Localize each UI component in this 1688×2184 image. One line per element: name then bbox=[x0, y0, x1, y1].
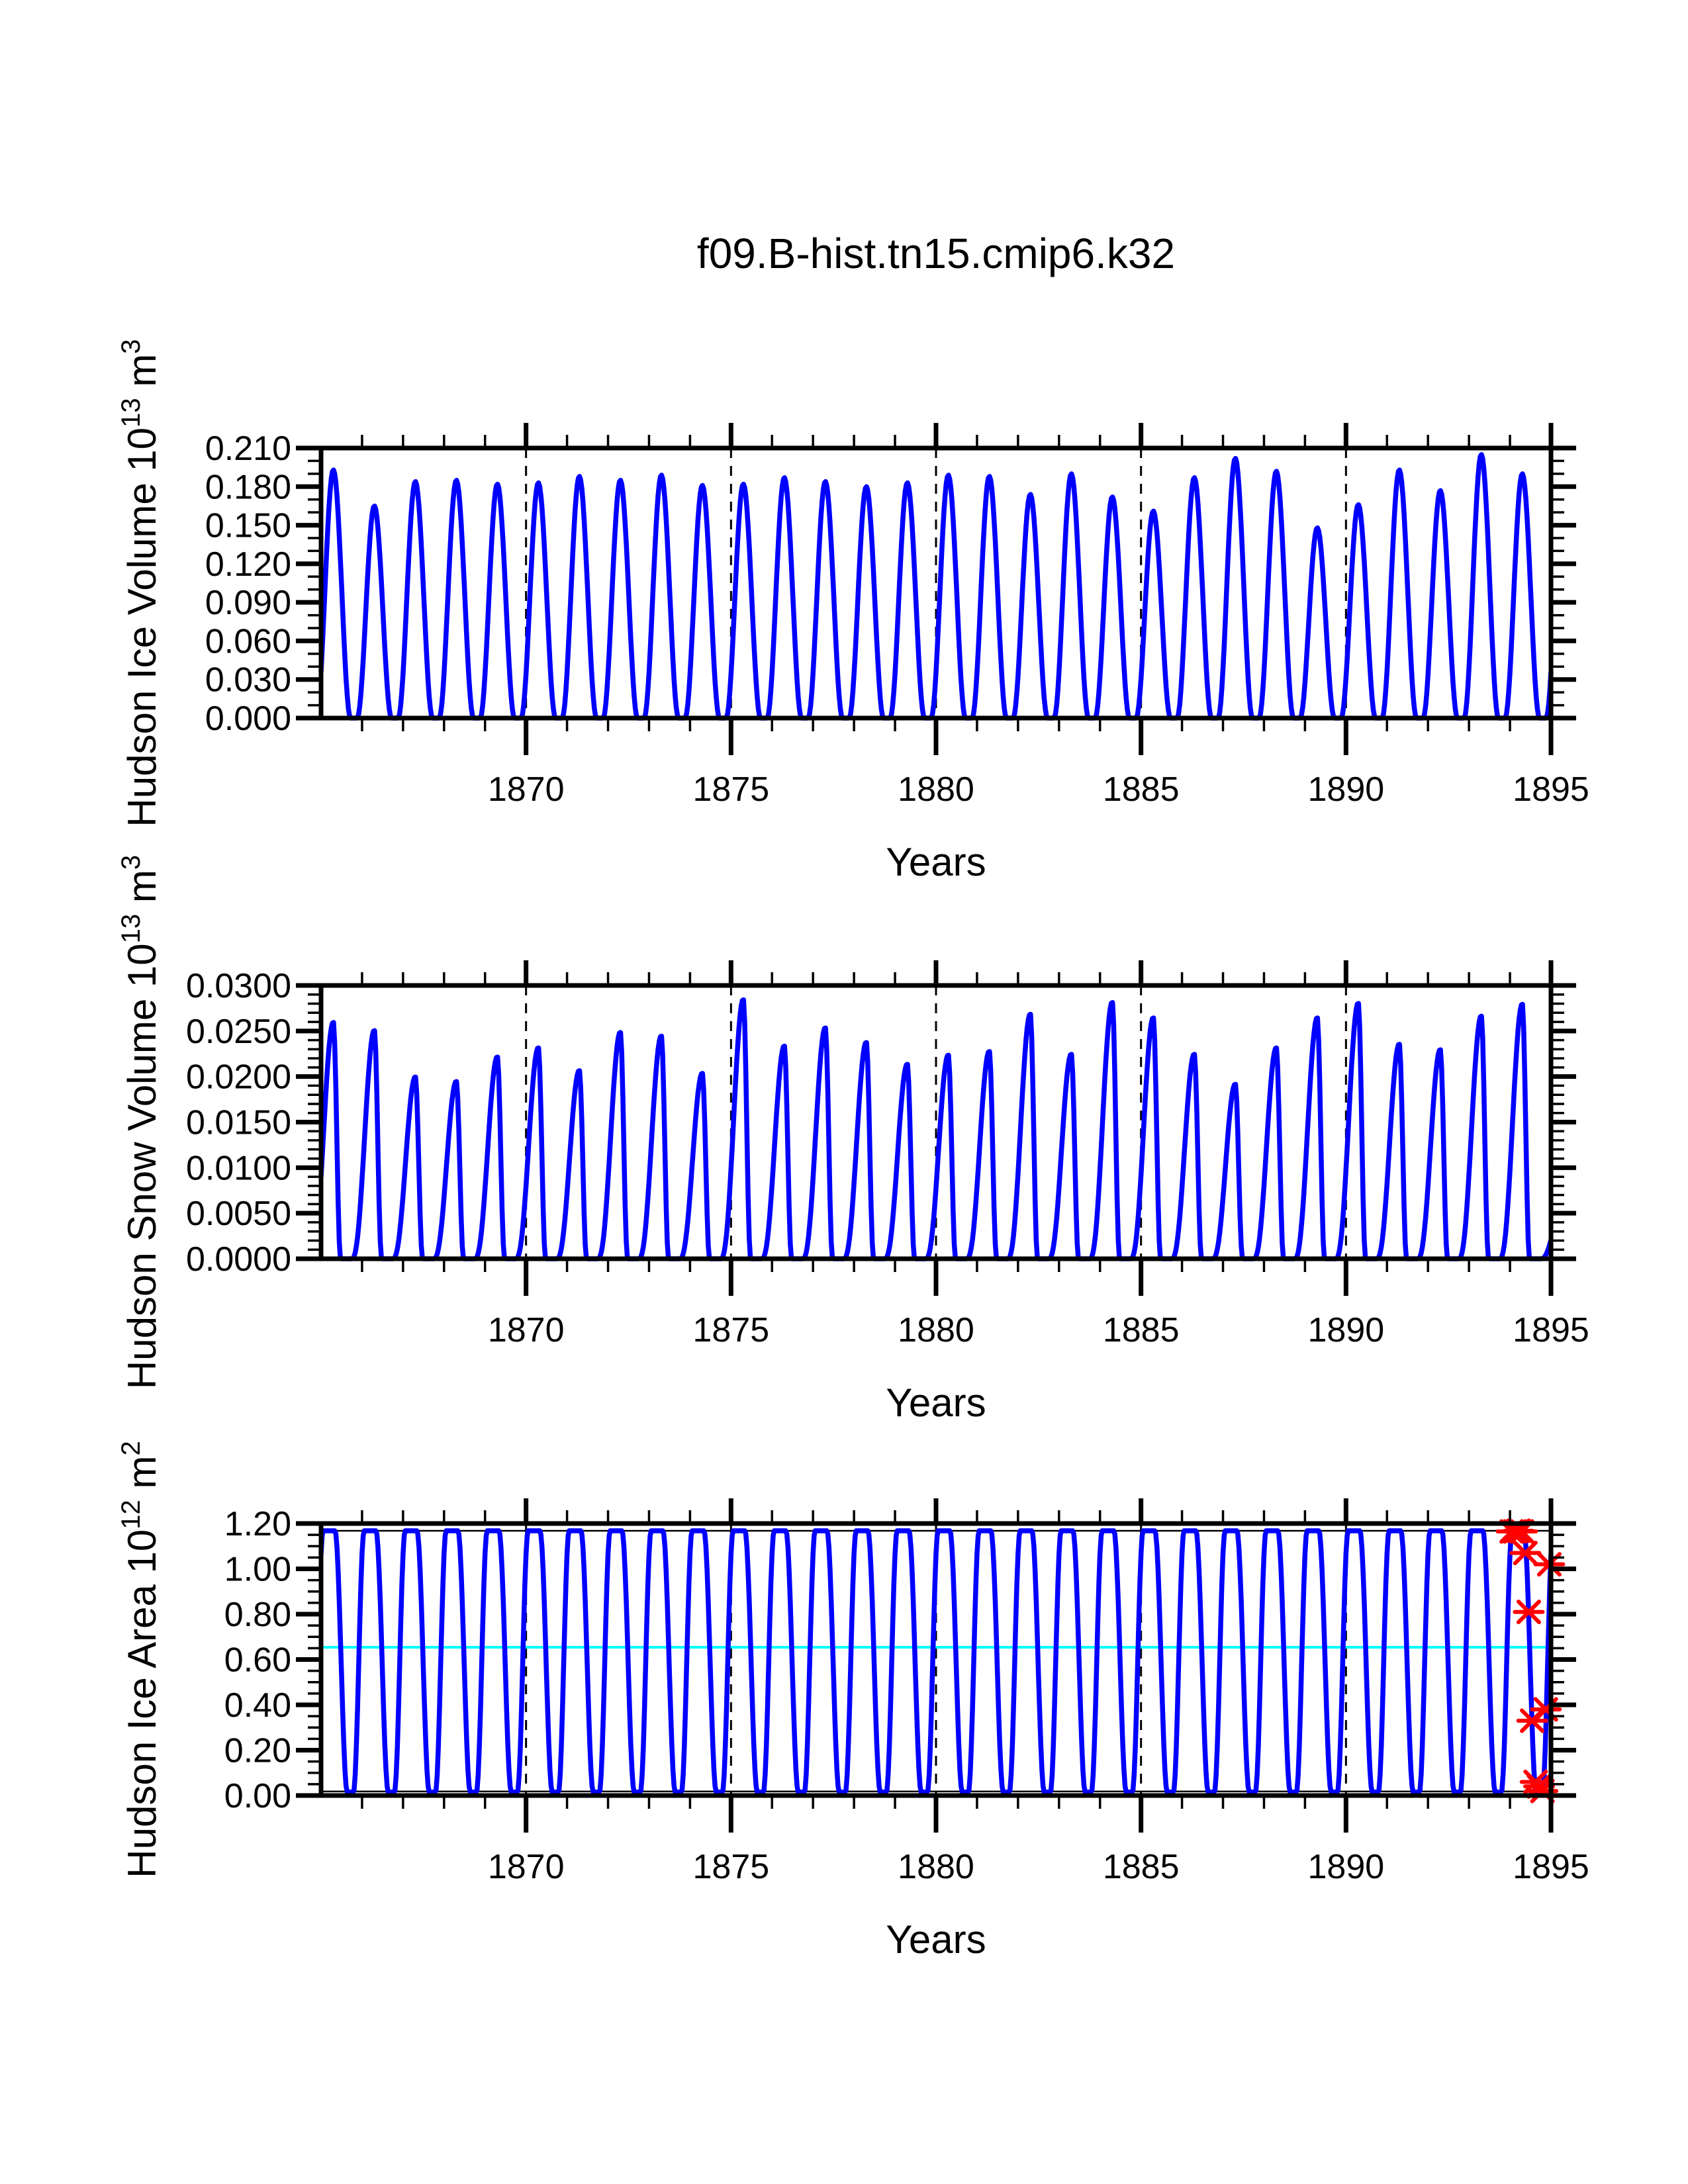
x-axis-title: Years bbox=[886, 1381, 986, 1425]
y-axis-title-exponent: 13 bbox=[117, 398, 146, 428]
x-tick-label: 1895 bbox=[1513, 770, 1589, 809]
y-tick-label: 0.030 bbox=[205, 660, 291, 700]
y-axis-title-unit-exponent: 2 bbox=[117, 1441, 146, 1456]
figure-title: f09.B-hist.tn15.cmip6.k32 bbox=[696, 230, 1176, 277]
y-tick-label: 0.060 bbox=[205, 622, 291, 661]
y-tick-label: 0.000 bbox=[205, 700, 291, 738]
y-tick-label: 0.0200 bbox=[185, 1058, 291, 1097]
y-axis-title bbox=[117, 1441, 164, 1878]
y-tick-labels bbox=[205, 430, 291, 738]
panel-hudson-ice-volume bbox=[117, 339, 1589, 884]
y-axis-title bbox=[117, 855, 164, 1389]
y-tick-label: 1.20 bbox=[224, 1505, 291, 1543]
y-tick-labels bbox=[224, 1505, 291, 1815]
x-tick-label: 1875 bbox=[692, 1311, 770, 1349]
y-tick-label: 0.180 bbox=[205, 468, 291, 507]
y-tick-label: 0.00 bbox=[224, 1777, 291, 1815]
x-tick-label: 1885 bbox=[1102, 1311, 1180, 1349]
y-tick-labels bbox=[186, 967, 291, 1279]
y-axis-title-unit: m bbox=[120, 870, 164, 914]
y-axis-title-exponent: 12 bbox=[117, 1500, 146, 1529]
y-tick-label: 0.090 bbox=[205, 584, 291, 623]
x-tick-label: 1875 bbox=[692, 1848, 770, 1886]
y-axis-title-unit-exponent: 3 bbox=[117, 339, 146, 354]
y-tick-label: 0.80 bbox=[224, 1596, 291, 1634]
x-tick-label: 1890 bbox=[1307, 1848, 1385, 1886]
y-axis-title-main: Hudson Ice Area 10 bbox=[120, 1529, 164, 1878]
hudson-ice-volume-curve bbox=[321, 455, 1551, 718]
y-tick-label: 0.0250 bbox=[185, 1012, 291, 1051]
x-tick-label: 1885 bbox=[1102, 770, 1180, 809]
y-tick-label: 0.210 bbox=[205, 430, 291, 468]
x-tick-label: 1870 bbox=[487, 770, 565, 809]
y-axis-title bbox=[117, 339, 164, 827]
x-tick-labels bbox=[488, 770, 1589, 809]
y-tick-label: 0.40 bbox=[224, 1686, 291, 1725]
y-axis-title-unit: m bbox=[120, 1455, 164, 1500]
x-axis-title: Years bbox=[886, 840, 986, 884]
x-tick-label: 1870 bbox=[487, 1848, 565, 1886]
y-tick-label: 0.0300 bbox=[185, 967, 291, 1005]
x-tick-label: 1895 bbox=[1513, 1848, 1589, 1886]
y-tick-label: 0.150 bbox=[205, 506, 291, 545]
x-tick-label: 1870 bbox=[487, 1311, 565, 1349]
y-tick-label: 0.60 bbox=[224, 1641, 291, 1680]
y-axis-title-unit: m bbox=[120, 353, 164, 398]
y-tick-label: 0.0150 bbox=[185, 1103, 291, 1142]
y-tick-label: 0.0000 bbox=[185, 1240, 291, 1279]
y-axis-title-main: Hudson Snow Volume 10 bbox=[120, 943, 164, 1390]
y-tick-label: 0.20 bbox=[224, 1731, 291, 1770]
y-axis-title-main: Hudson Ice Volume 10 bbox=[120, 427, 164, 827]
y-tick-label: 0.0050 bbox=[185, 1195, 291, 1234]
x-tick-label: 1885 bbox=[1102, 1848, 1180, 1886]
hudson-ice-area-curve bbox=[321, 1531, 1551, 1792]
x-tick-label: 1880 bbox=[898, 1311, 974, 1349]
x-axis-title: Years bbox=[886, 1917, 986, 1962]
y-tick-label: 0.0100 bbox=[185, 1149, 291, 1188]
panel-hudson-snow-volume bbox=[117, 855, 1589, 1425]
x-tick-label: 1890 bbox=[1307, 770, 1385, 809]
x-tick-label: 1880 bbox=[898, 1848, 974, 1886]
y-axis-title-unit-exponent: 3 bbox=[117, 854, 146, 870]
x-tick-label: 1880 bbox=[898, 770, 974, 809]
x-tick-labels bbox=[488, 1848, 1589, 1886]
x-tick-label: 1890 bbox=[1307, 1311, 1385, 1349]
y-tick-label: 1.00 bbox=[224, 1550, 291, 1589]
panel-hudson-ice-area bbox=[117, 1441, 1589, 1962]
y-tick-label: 0.120 bbox=[205, 545, 291, 584]
x-tick-label: 1875 bbox=[692, 770, 770, 809]
y-axis-title-exponent: 13 bbox=[117, 913, 146, 944]
x-tick-label: 1895 bbox=[1513, 1311, 1589, 1349]
x-tick-labels bbox=[488, 1311, 1589, 1349]
